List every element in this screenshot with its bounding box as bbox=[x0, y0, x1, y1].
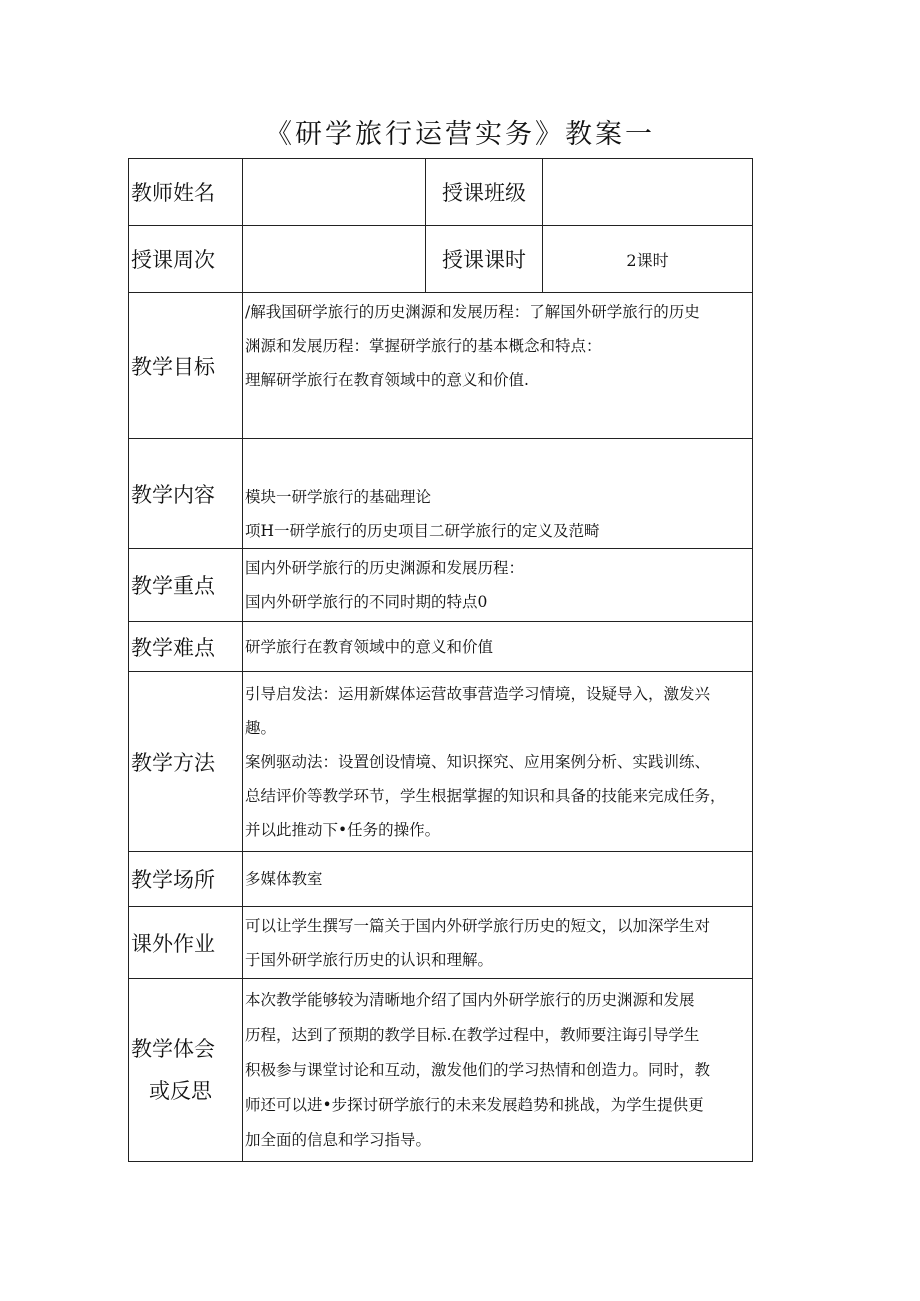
reflection-line: 加全面的信息和学习指导。 bbox=[245, 1130, 432, 1149]
objectives-line: 渊源和发展历程：掌握研学旅行的基本概念和特点： bbox=[245, 337, 602, 355]
row-homework bbox=[129, 907, 753, 979]
homework-line: 于国外研学旅行历史的认识和理解。 bbox=[245, 950, 494, 969]
content-label: 教学内容 bbox=[129, 439, 243, 549]
venue-text bbox=[243, 852, 753, 907]
teacher-name-value bbox=[243, 159, 426, 226]
key-points-line: 国内外研学旅行的不同时期的特点0 bbox=[245, 593, 488, 611]
row-objectives bbox=[129, 293, 753, 439]
row-teacher-name bbox=[129, 159, 753, 226]
reflection-label-line1: 教学体会 bbox=[131, 1037, 215, 1061]
difficulties-text bbox=[243, 622, 753, 672]
week-label: 授课周次 bbox=[129, 226, 243, 293]
methods-line: 案例驱动法：设置创设情境、知识探究、应用案例分析、实践训练、 bbox=[245, 752, 711, 771]
objectives-text bbox=[243, 293, 753, 439]
content-line: 项H一研学旅行的历史项目二研学旅行的定义及范畸 bbox=[245, 522, 600, 540]
objectives-label: 教学目标 bbox=[129, 293, 243, 439]
reflection-line: 师还可以进•步探讨研学旅行的未来发展趋势和挑战，为学生提供更 bbox=[245, 1095, 704, 1114]
reflection-line: 历程，达到了预期的教学目标.在教学过程中，教师要注诲引导学生 bbox=[245, 1025, 700, 1044]
row-venue bbox=[129, 852, 753, 907]
content-line: 模块一研学旅行的基础理论 bbox=[245, 488, 432, 506]
homework-line: 可以让学生撰写一篇关于国内外研学旅行历史的短文，以加深学生对 bbox=[245, 916, 711, 935]
key-points-line: 国内外研学旅行的历史渊源和发展历程： bbox=[245, 559, 525, 577]
row-difficulties bbox=[129, 622, 753, 672]
difficulties-label: 教学难点 bbox=[129, 622, 243, 672]
week-value bbox=[243, 226, 426, 293]
reflection-text bbox=[243, 979, 753, 1162]
reflection-label-line2: 或反思 bbox=[149, 1079, 212, 1103]
row-methods bbox=[129, 672, 753, 852]
teacher-name-label: 教师姓名 bbox=[129, 159, 243, 226]
methods-line: 引导启发法：运用新媒体运营故事营造学习情境，设疑导入，激发兴 bbox=[245, 684, 711, 703]
hours-label: 授课课时 bbox=[426, 226, 543, 293]
class-value bbox=[543, 159, 753, 226]
venue-line: 多媒体教室 bbox=[245, 870, 323, 888]
methods-text bbox=[243, 672, 753, 852]
methods-line: 总结评价等教学环节，学生根据掌握的知识和具备的技能来完成任务， bbox=[245, 786, 726, 805]
lesson-plan-table bbox=[128, 158, 753, 1162]
row-key-points bbox=[129, 549, 753, 622]
hours-value: 2课时 bbox=[543, 226, 753, 293]
document-title: 《研学旅行运营实务》教案一 bbox=[265, 119, 655, 150]
difficulties-line: 研学旅行在教育领域中的意义和价值 bbox=[245, 637, 494, 656]
objectives-line: /解我国研学旅行的历史渊源和发展历程：了解国外研学旅行的历史 bbox=[245, 303, 700, 321]
reflection-label bbox=[129, 979, 243, 1162]
row-reflection bbox=[129, 979, 753, 1162]
methods-label: 教学方法 bbox=[129, 672, 243, 852]
reflection-line: 积极参与课堂讨论和互动，激发他们的学习热情和创造力。同时，教 bbox=[245, 1060, 711, 1079]
methods-line: 趣。 bbox=[245, 718, 277, 737]
key-points-text bbox=[243, 549, 753, 622]
venue-label: 教学场所 bbox=[129, 852, 243, 907]
methods-line: 并以此推动下•任务的操作。 bbox=[245, 820, 441, 839]
homework-label: 课外作业 bbox=[129, 907, 243, 979]
class-label: 授课班级 bbox=[426, 159, 543, 226]
row-content bbox=[129, 439, 753, 549]
row-week bbox=[129, 226, 753, 293]
content-text bbox=[243, 439, 753, 549]
homework-text bbox=[243, 907, 753, 979]
reflection-line: 本次教学能够较为清晰地介绍了国内外研学旅行的历史渊源和发展 bbox=[245, 990, 695, 1009]
objectives-line: 理解研学旅行在教育领域中的意义和价值. bbox=[245, 371, 529, 389]
key-points-label: 教学重点 bbox=[129, 549, 243, 622]
